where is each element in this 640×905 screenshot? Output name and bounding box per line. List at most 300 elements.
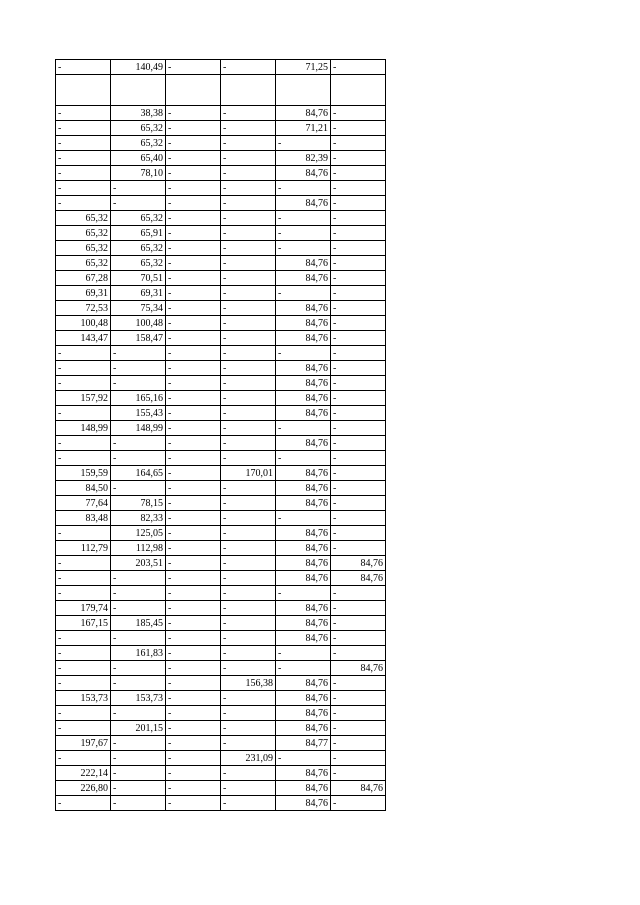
table-row — [56, 556, 386, 571]
table-cell: - — [331, 436, 386, 451]
table-cell: - — [111, 361, 166, 376]
table-cell: - — [331, 196, 386, 211]
table-cell: - — [56, 751, 111, 766]
data-table — [55, 59, 386, 811]
table-cell: - — [331, 766, 386, 781]
table-cell: - — [56, 60, 111, 75]
table-cell: - — [111, 766, 166, 781]
table-cell: - — [331, 466, 386, 481]
table-cell: 67,28 — [56, 271, 111, 286]
table-cell: - — [56, 706, 111, 721]
table-cell: - — [221, 136, 276, 151]
table-cell: 84,76 — [276, 526, 331, 541]
table-row — [56, 796, 386, 811]
table-cell: 84,76 — [276, 106, 331, 121]
table-cell: 84,76 — [276, 361, 331, 376]
table-cell: - — [331, 481, 386, 496]
table-cell: - — [166, 586, 221, 601]
table-cell — [221, 75, 276, 106]
table-cell: - — [331, 136, 386, 151]
table-cell: - — [331, 676, 386, 691]
table-cell: - — [331, 751, 386, 766]
table-cell: - — [221, 361, 276, 376]
table-cell: 167,15 — [56, 616, 111, 631]
table-row — [56, 271, 386, 286]
table-row — [56, 376, 386, 391]
table-row — [56, 60, 386, 75]
table-row — [56, 646, 386, 661]
table-cell: - — [111, 346, 166, 361]
table-cell: - — [111, 376, 166, 391]
table-cell: - — [221, 736, 276, 751]
table-cell: - — [221, 451, 276, 466]
table-body — [56, 60, 386, 811]
table-cell: 84,76 — [276, 466, 331, 481]
table-cell: - — [221, 346, 276, 361]
table-cell: 157,92 — [56, 391, 111, 406]
table-cell: 156,38 — [221, 676, 276, 691]
table-cell: 84,76 — [276, 631, 331, 646]
table-cell: - — [221, 526, 276, 541]
table-cell: - — [221, 226, 276, 241]
table-cell: - — [221, 586, 276, 601]
table-cell: - — [331, 496, 386, 511]
table-row — [56, 706, 386, 721]
table-row — [56, 106, 386, 121]
table-cell: - — [111, 631, 166, 646]
table-cell: - — [276, 751, 331, 766]
table-cell: - — [56, 151, 111, 166]
table-cell: 65,32 — [111, 121, 166, 136]
table-cell: - — [166, 346, 221, 361]
table-row — [56, 196, 386, 211]
table-cell: - — [331, 406, 386, 421]
table-cell: - — [166, 181, 221, 196]
table-cell: - — [56, 526, 111, 541]
table-cell: - — [331, 346, 386, 361]
table-cell: - — [166, 226, 221, 241]
table-cell: 71,21 — [276, 121, 331, 136]
table-cell: - — [331, 691, 386, 706]
table-cell: - — [56, 346, 111, 361]
table-cell: - — [111, 181, 166, 196]
table-cell: 140,49 — [111, 60, 166, 75]
table-cell: - — [221, 256, 276, 271]
table-cell: 158,47 — [111, 331, 166, 346]
table-cell: - — [56, 106, 111, 121]
table-cell: - — [221, 421, 276, 436]
table-cell: 84,76 — [276, 256, 331, 271]
table-cell: - — [111, 196, 166, 211]
table-cell: - — [276, 181, 331, 196]
table-cell: 77,64 — [56, 496, 111, 511]
table-cell: - — [276, 511, 331, 526]
table-cell: 65,32 — [56, 256, 111, 271]
table-cell: - — [221, 301, 276, 316]
table-cell: - — [111, 571, 166, 586]
table-cell: 84,76 — [276, 721, 331, 736]
table-row — [56, 586, 386, 601]
table-cell: - — [111, 751, 166, 766]
table-cell: - — [166, 571, 221, 586]
table-cell: - — [221, 166, 276, 181]
table-cell: 84,76 — [276, 301, 331, 316]
table-cell: 197,67 — [56, 736, 111, 751]
table-cell: 164,65 — [111, 466, 166, 481]
table-cell: 148,99 — [111, 421, 166, 436]
table-cell: - — [166, 271, 221, 286]
table-cell: - — [166, 691, 221, 706]
table-cell: - — [331, 301, 386, 316]
table-cell: 84,76 — [276, 316, 331, 331]
table-cell: - — [331, 526, 386, 541]
table-cell: - — [221, 511, 276, 526]
table-cell: - — [221, 691, 276, 706]
table-row — [56, 166, 386, 181]
table-cell: - — [331, 511, 386, 526]
table-cell: - — [331, 181, 386, 196]
table-cell: 84,76 — [331, 781, 386, 796]
table-cell — [111, 75, 166, 106]
table-cell: - — [276, 211, 331, 226]
table-row — [56, 151, 386, 166]
table-cell: - — [221, 496, 276, 511]
table-cell: 38,38 — [111, 106, 166, 121]
table-cell: - — [331, 796, 386, 811]
table-cell: 84,76 — [276, 796, 331, 811]
table-row — [56, 121, 386, 136]
table-cell: 65,32 — [56, 211, 111, 226]
table-cell: - — [166, 511, 221, 526]
table-row — [56, 181, 386, 196]
table-cell: - — [111, 706, 166, 721]
table-cell — [166, 75, 221, 106]
table-cell: - — [331, 331, 386, 346]
table-cell: 84,76 — [276, 271, 331, 286]
table-row — [56, 481, 386, 496]
table-row — [56, 676, 386, 691]
table-cell: - — [166, 421, 221, 436]
table-cell: - — [111, 586, 166, 601]
table-cell: - — [166, 706, 221, 721]
table-cell: 65,32 — [111, 211, 166, 226]
table-cell: 84,76 — [331, 571, 386, 586]
table-row — [56, 256, 386, 271]
table-cell: 222,14 — [56, 766, 111, 781]
table-cell: - — [166, 60, 221, 75]
table-cell: - — [331, 601, 386, 616]
table-cell: - — [331, 241, 386, 256]
table-cell: - — [221, 706, 276, 721]
table-cell: - — [331, 211, 386, 226]
table-cell — [56, 75, 111, 106]
table-cell: - — [166, 151, 221, 166]
table-row — [56, 631, 386, 646]
table-cell — [331, 75, 386, 106]
table-cell: - — [56, 361, 111, 376]
table-cell: - — [166, 121, 221, 136]
table-cell: - — [276, 451, 331, 466]
table-cell: 148,99 — [56, 421, 111, 436]
table-cell: - — [166, 406, 221, 421]
table-cell: - — [166, 466, 221, 481]
table-cell: - — [166, 751, 221, 766]
table-cell: - — [111, 736, 166, 751]
table-cell: - — [221, 796, 276, 811]
table-cell: 84,76 — [276, 331, 331, 346]
table-cell: 155,43 — [111, 406, 166, 421]
table-cell: - — [56, 571, 111, 586]
table-cell: - — [166, 496, 221, 511]
table-cell: - — [221, 181, 276, 196]
table-cell: - — [331, 151, 386, 166]
table-cell: - — [331, 376, 386, 391]
table-cell: - — [276, 226, 331, 241]
table-cell: - — [166, 316, 221, 331]
table-cell — [276, 75, 331, 106]
table-cell: - — [221, 631, 276, 646]
table-cell: 165,16 — [111, 391, 166, 406]
table-cell: - — [166, 436, 221, 451]
table-cell: - — [331, 646, 386, 661]
table-cell: - — [166, 241, 221, 256]
table-cell: - — [56, 406, 111, 421]
table-cell: - — [56, 796, 111, 811]
table-cell: - — [331, 541, 386, 556]
table-cell: - — [166, 331, 221, 346]
table-cell: 83,48 — [56, 511, 111, 526]
table-cell: - — [331, 316, 386, 331]
table-row — [56, 451, 386, 466]
table-row — [56, 406, 386, 421]
table-cell: - — [276, 586, 331, 601]
table-cell: - — [221, 241, 276, 256]
table-cell: - — [221, 766, 276, 781]
table-cell: - — [221, 541, 276, 556]
table-cell: - — [166, 766, 221, 781]
table-cell: - — [56, 451, 111, 466]
table-cell: - — [166, 526, 221, 541]
table-cell: - — [166, 781, 221, 796]
table-cell: - — [56, 646, 111, 661]
table-cell: 84,76 — [276, 691, 331, 706]
table-cell: - — [221, 616, 276, 631]
table-cell: 84,76 — [276, 766, 331, 781]
table-cell: - — [331, 631, 386, 646]
table-cell: - — [166, 286, 221, 301]
table-cell: - — [276, 421, 331, 436]
table-row — [56, 301, 386, 316]
table-cell: - — [56, 586, 111, 601]
table-row — [56, 736, 386, 751]
table-cell: 65,91 — [111, 226, 166, 241]
table-cell: 84,76 — [276, 436, 331, 451]
table-cell: 84,76 — [276, 496, 331, 511]
table-cell: - — [166, 481, 221, 496]
table-cell: - — [111, 451, 166, 466]
table-cell: - — [166, 601, 221, 616]
table-cell: 84,76 — [276, 781, 331, 796]
table-cell: 84,77 — [276, 736, 331, 751]
table-cell: - — [166, 361, 221, 376]
table-cell: - — [276, 241, 331, 256]
table-cell: 78,15 — [111, 496, 166, 511]
table-row — [56, 691, 386, 706]
table-cell: - — [166, 196, 221, 211]
table-cell: 84,76 — [331, 661, 386, 676]
table-row — [56, 316, 386, 331]
table-cell: 84,76 — [276, 391, 331, 406]
table-cell: - — [331, 286, 386, 301]
table-row — [56, 781, 386, 796]
table-cell: - — [221, 406, 276, 421]
table-cell: - — [56, 121, 111, 136]
table-cell: 65,32 — [111, 136, 166, 151]
table-cell: - — [166, 136, 221, 151]
table-cell: - — [221, 60, 276, 75]
table-cell: - — [221, 376, 276, 391]
table-cell: - — [166, 301, 221, 316]
table-row — [56, 616, 386, 631]
table-cell: - — [111, 661, 166, 676]
table-row — [56, 751, 386, 766]
table-cell: 84,76 — [276, 676, 331, 691]
table-row — [56, 721, 386, 736]
table-cell: 231,09 — [221, 751, 276, 766]
table-cell: - — [56, 136, 111, 151]
table-cell: - — [166, 616, 221, 631]
table-cell: - — [221, 211, 276, 226]
table-cell: 153,73 — [111, 691, 166, 706]
table-row — [56, 526, 386, 541]
table-row — [56, 436, 386, 451]
table-cell: 70,51 — [111, 271, 166, 286]
table-cell: - — [221, 571, 276, 586]
table-cell: - — [331, 271, 386, 286]
table-cell: - — [111, 781, 166, 796]
table-cell: 65,40 — [111, 151, 166, 166]
table-cell: 84,50 — [56, 481, 111, 496]
table-cell: 201,15 — [111, 721, 166, 736]
table-cell: 71,25 — [276, 60, 331, 75]
table-cell: - — [221, 121, 276, 136]
table-cell: 161,83 — [111, 646, 166, 661]
table-cell: - — [221, 721, 276, 736]
table-row — [56, 75, 386, 106]
table-cell: 159,59 — [56, 466, 111, 481]
table-cell: 82,39 — [276, 151, 331, 166]
table-cell: - — [56, 436, 111, 451]
table-cell: - — [166, 376, 221, 391]
table-cell: - — [56, 196, 111, 211]
table-cell: 84,76 — [276, 376, 331, 391]
table-cell: - — [56, 661, 111, 676]
table-cell: 84,76 — [276, 481, 331, 496]
table-row — [56, 661, 386, 676]
table-row — [56, 391, 386, 406]
table-cell: 72,53 — [56, 301, 111, 316]
table-cell: - — [331, 736, 386, 751]
table-cell: - — [331, 706, 386, 721]
table-cell: - — [221, 106, 276, 121]
table-row — [56, 346, 386, 361]
table-cell: - — [166, 166, 221, 181]
table-cell: 84,76 — [276, 541, 331, 556]
table-cell: - — [221, 151, 276, 166]
table-cell: - — [111, 436, 166, 451]
table-cell: - — [111, 481, 166, 496]
table-cell: 65,32 — [111, 241, 166, 256]
table-cell: 226,80 — [56, 781, 111, 796]
table-cell: - — [331, 361, 386, 376]
table-cell: - — [276, 661, 331, 676]
table-cell: - — [166, 631, 221, 646]
table-cell: - — [166, 256, 221, 271]
table-row — [56, 766, 386, 781]
table-cell: - — [166, 106, 221, 121]
table-cell: - — [331, 421, 386, 436]
table-cell: - — [221, 481, 276, 496]
table-cell: 100,48 — [56, 316, 111, 331]
table-cell: - — [166, 646, 221, 661]
table-cell: - — [276, 286, 331, 301]
table-cell: - — [331, 451, 386, 466]
table-row — [56, 571, 386, 586]
table-cell: - — [166, 211, 221, 226]
table-cell: 84,76 — [276, 571, 331, 586]
table-cell: - — [331, 166, 386, 181]
table-cell: 75,34 — [111, 301, 166, 316]
table-cell: - — [56, 166, 111, 181]
table-cell: - — [56, 376, 111, 391]
table-row — [56, 601, 386, 616]
table-cell: - — [111, 601, 166, 616]
table-cell: 78,10 — [111, 166, 166, 181]
table-cell: - — [331, 106, 386, 121]
table-cell: - — [331, 391, 386, 406]
table-cell: - — [331, 121, 386, 136]
table-cell: - — [331, 256, 386, 271]
table-cell: - — [221, 196, 276, 211]
table-cell: - — [221, 661, 276, 676]
table-cell: - — [111, 796, 166, 811]
table-row — [56, 511, 386, 526]
table-cell: 185,45 — [111, 616, 166, 631]
table-cell: 69,31 — [56, 286, 111, 301]
table-cell: 179,74 — [56, 601, 111, 616]
table-cell: 203,51 — [111, 556, 166, 571]
table-cell: - — [56, 631, 111, 646]
table-cell: - — [331, 60, 386, 75]
table-cell: 65,32 — [56, 241, 111, 256]
table-cell: 84,76 — [276, 706, 331, 721]
table-cell: - — [56, 556, 111, 571]
table-cell: - — [111, 676, 166, 691]
table-row — [56, 331, 386, 346]
table-cell: - — [221, 781, 276, 796]
table-cell: 112,79 — [56, 541, 111, 556]
table-row — [56, 226, 386, 241]
table-cell: - — [221, 331, 276, 346]
table-cell: - — [221, 646, 276, 661]
table-cell: 84,76 — [331, 556, 386, 571]
table-cell: - — [221, 436, 276, 451]
table-cell: - — [166, 736, 221, 751]
table-cell: 84,76 — [276, 601, 331, 616]
table-row — [56, 541, 386, 556]
table-cell: - — [166, 541, 221, 556]
table-cell: 65,32 — [111, 256, 166, 271]
